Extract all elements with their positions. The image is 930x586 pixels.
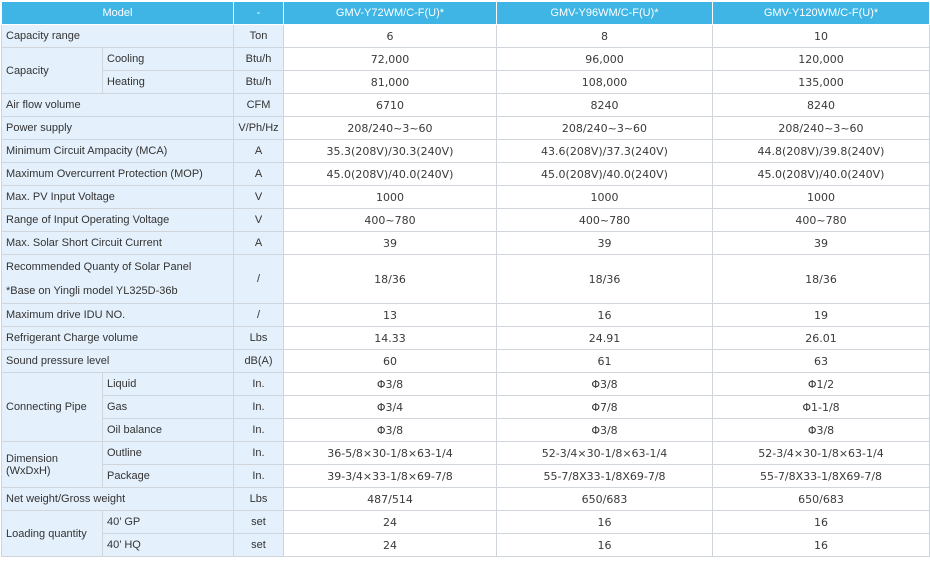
table-row — [2, 350, 930, 373]
cell-value: 44.8(208V)/39.8(240V) — [713, 140, 930, 163]
cell-value: 81,000 — [284, 71, 497, 94]
cell-value: 45.0(208V)/40.0(240V) — [497, 163, 713, 186]
table-row — [2, 534, 930, 557]
row-label: Net weight/Gross weight — [2, 488, 234, 511]
table-row — [2, 465, 930, 488]
row-sublabel: Liquid — [103, 373, 234, 396]
cell-value: 36-5/8×30-1/8×63-1/4 — [284, 442, 497, 465]
cell-value: 400~780 — [497, 209, 713, 232]
row-label: Capacity range — [2, 25, 234, 48]
cell-value: 135,000 — [713, 71, 930, 94]
table-row — [2, 304, 930, 327]
header-row — [2, 2, 930, 25]
table-row — [2, 442, 930, 465]
row-label: Minimum Circuit Ampacity (MCA) — [2, 140, 234, 163]
cell-value: 16 — [713, 511, 930, 534]
row-label: Max. PV Input Voltage — [2, 186, 234, 209]
row-unit: In. — [234, 442, 284, 465]
cell-value: 13 — [284, 304, 497, 327]
cell-value: 16 — [497, 304, 713, 327]
cell-value: 8240 — [497, 94, 713, 117]
cell-value: 650/683 — [713, 488, 930, 511]
row-label — [2, 442, 103, 488]
model-header-2: GMV-Y96WM/C-F(U)* — [497, 2, 713, 25]
cell-value: 39 — [284, 232, 497, 255]
row-unit: set — [234, 511, 284, 534]
table-row — [2, 140, 930, 163]
cell-value: Φ3/8 — [284, 373, 497, 396]
cell-value: 55-7/8X33-1/8X69-7/8 — [497, 465, 713, 488]
row-unit: Ton — [234, 25, 284, 48]
cell-value: 35.3(208V)/30.3(240V) — [284, 140, 497, 163]
row-label: Max. Solar Short Circuit Current — [2, 232, 234, 255]
row-sublabel: Gas — [103, 396, 234, 419]
cell-value: 10 — [713, 25, 930, 48]
table-row — [2, 117, 930, 140]
solar-panel-label: Recommended Quanty of Solar Panel — [6, 261, 192, 273]
cell-value: 650/683 — [497, 488, 713, 511]
row-label: Loading quantity — [2, 511, 103, 557]
table-row — [2, 209, 930, 232]
table-row — [2, 488, 930, 511]
table-row — [2, 186, 930, 209]
row-sublabel: Package — [103, 465, 234, 488]
cell-value: 1000 — [497, 186, 713, 209]
table-row — [2, 163, 930, 186]
cell-value: Φ3/4 — [284, 396, 497, 419]
cell-value: 400~780 — [713, 209, 930, 232]
row-sublabel: Heating — [103, 71, 234, 94]
cell-value: 19 — [713, 304, 930, 327]
row-unit: A — [234, 232, 284, 255]
cell-value: 96,000 — [497, 48, 713, 71]
cell-value: 24.91 — [497, 327, 713, 350]
row-unit: In. — [234, 373, 284, 396]
cell-value: 16 — [497, 534, 713, 557]
row-unit: In. — [234, 465, 284, 488]
cell-value: 43.6(208V)/37.3(240V) — [497, 140, 713, 163]
table-row — [2, 396, 930, 419]
cell-value: 8 — [497, 25, 713, 48]
cell-value: 120,000 — [713, 48, 930, 71]
solar-panel-note: *Base on Yingli model YL325D-36b — [6, 285, 178, 297]
cell-value: 39 — [497, 232, 713, 255]
row-label: Power supply — [2, 117, 234, 140]
cell-value: 400~780 — [284, 209, 497, 232]
row-sublabel: 40’ HQ — [103, 534, 234, 557]
cell-value: Φ1/2 — [713, 373, 930, 396]
model-header-1: GMV-Y72WM/C-F(U)* — [284, 2, 497, 25]
cell-value: 1000 — [713, 186, 930, 209]
cell-value: Φ3/8 — [284, 419, 497, 442]
spec-table — [1, 1, 930, 557]
cell-value: 18/36 — [497, 255, 713, 304]
cell-value: 18/36 — [284, 255, 497, 304]
row-unit: dB(A) — [234, 350, 284, 373]
cell-value: Φ3/8 — [713, 419, 930, 442]
table-row — [2, 232, 930, 255]
row-unit: Btu/h — [234, 48, 284, 71]
table-row — [2, 71, 930, 94]
cell-value: 26.01 — [713, 327, 930, 350]
cell-value: 61 — [497, 350, 713, 373]
model-header-3: GMV-Y120WM/C-F(U)* — [713, 2, 930, 25]
table-row — [2, 94, 930, 117]
row-unit: Lbs — [234, 327, 284, 350]
row-unit: / — [234, 255, 284, 304]
row-unit: V/Ph/Hz — [234, 117, 284, 140]
row-label — [2, 255, 234, 304]
unit-header: - — [234, 2, 284, 25]
row-label: Capacity — [2, 48, 103, 94]
row-label: Connecting Pipe — [2, 373, 103, 442]
model-header: Model — [2, 2, 234, 25]
row-sublabel: 40’ GP — [103, 511, 234, 534]
row-label: Air flow volume — [2, 94, 234, 117]
cell-value: 39 — [713, 232, 930, 255]
cell-value: 72,000 — [284, 48, 497, 71]
row-sublabel: Cooling — [103, 48, 234, 71]
row-unit: A — [234, 140, 284, 163]
cell-value: Φ7/8 — [497, 396, 713, 419]
row-label: Maximum Overcurrent Protection (MOP) — [2, 163, 234, 186]
cell-value: Φ3/8 — [497, 419, 713, 442]
cell-value: 208/240~3~60 — [497, 117, 713, 140]
row-label: Sound pressure level — [2, 350, 234, 373]
row-unit: Lbs — [234, 488, 284, 511]
table-row — [2, 373, 930, 396]
cell-value: 24 — [284, 534, 497, 557]
cell-value: 6 — [284, 25, 497, 48]
row-unit: A — [234, 163, 284, 186]
row-sublabel: Oil balance — [103, 419, 234, 442]
table-row — [2, 25, 930, 48]
cell-value: 208/240~3~60 — [284, 117, 497, 140]
cell-value: 8240 — [713, 94, 930, 117]
row-unit: Btu/h — [234, 71, 284, 94]
cell-value: 6710 — [284, 94, 497, 117]
cell-value: 52-3/4×30-1/8×63-1/4 — [497, 442, 713, 465]
cell-value: 55-7/8X33-1/8X69-7/8 — [713, 465, 930, 488]
row-unit: V — [234, 209, 284, 232]
cell-value: Φ3/8 — [497, 373, 713, 396]
cell-value: 108,000 — [497, 71, 713, 94]
cell-value: 52-3/4×30-1/8×63-1/4 — [713, 442, 930, 465]
cell-value: 60 — [284, 350, 497, 373]
dimension-sublabel: (WxDxH) — [6, 464, 51, 477]
cell-value: 487/514 — [284, 488, 497, 511]
row-unit: V — [234, 186, 284, 209]
table-row — [2, 419, 930, 442]
cell-value: Φ1-1/8 — [713, 396, 930, 419]
dimension-label: Dimension — [6, 452, 58, 465]
row-unit: / — [234, 304, 284, 327]
table-row — [2, 327, 930, 350]
row-label: Refrigerant Charge volume — [2, 327, 234, 350]
cell-value: 16 — [497, 511, 713, 534]
table-row — [2, 48, 930, 71]
cell-value: 14.33 — [284, 327, 497, 350]
row-sublabel: Outline — [103, 442, 234, 465]
cell-value: 208/240~3~60 — [713, 117, 930, 140]
cell-value: 24 — [284, 511, 497, 534]
row-unit: CFM — [234, 94, 284, 117]
row-unit: In. — [234, 396, 284, 419]
cell-value: 63 — [713, 350, 930, 373]
cell-value: 39-3/4×33-1/8×69-7/8 — [284, 465, 497, 488]
row-label: Maximum drive IDU NO. — [2, 304, 234, 327]
table-row — [2, 511, 930, 534]
cell-value: 45.0(208V)/40.0(240V) — [713, 163, 930, 186]
row-label: Range of Input Operating Voltage — [2, 209, 234, 232]
cell-value: 18/36 — [713, 255, 930, 304]
cell-value: 1000 — [284, 186, 497, 209]
row-unit: In. — [234, 419, 284, 442]
cell-value: 16 — [713, 534, 930, 557]
table-row — [2, 255, 930, 304]
cell-value: 45.0(208V)/40.0(240V) — [284, 163, 497, 186]
row-unit: set — [234, 534, 284, 557]
